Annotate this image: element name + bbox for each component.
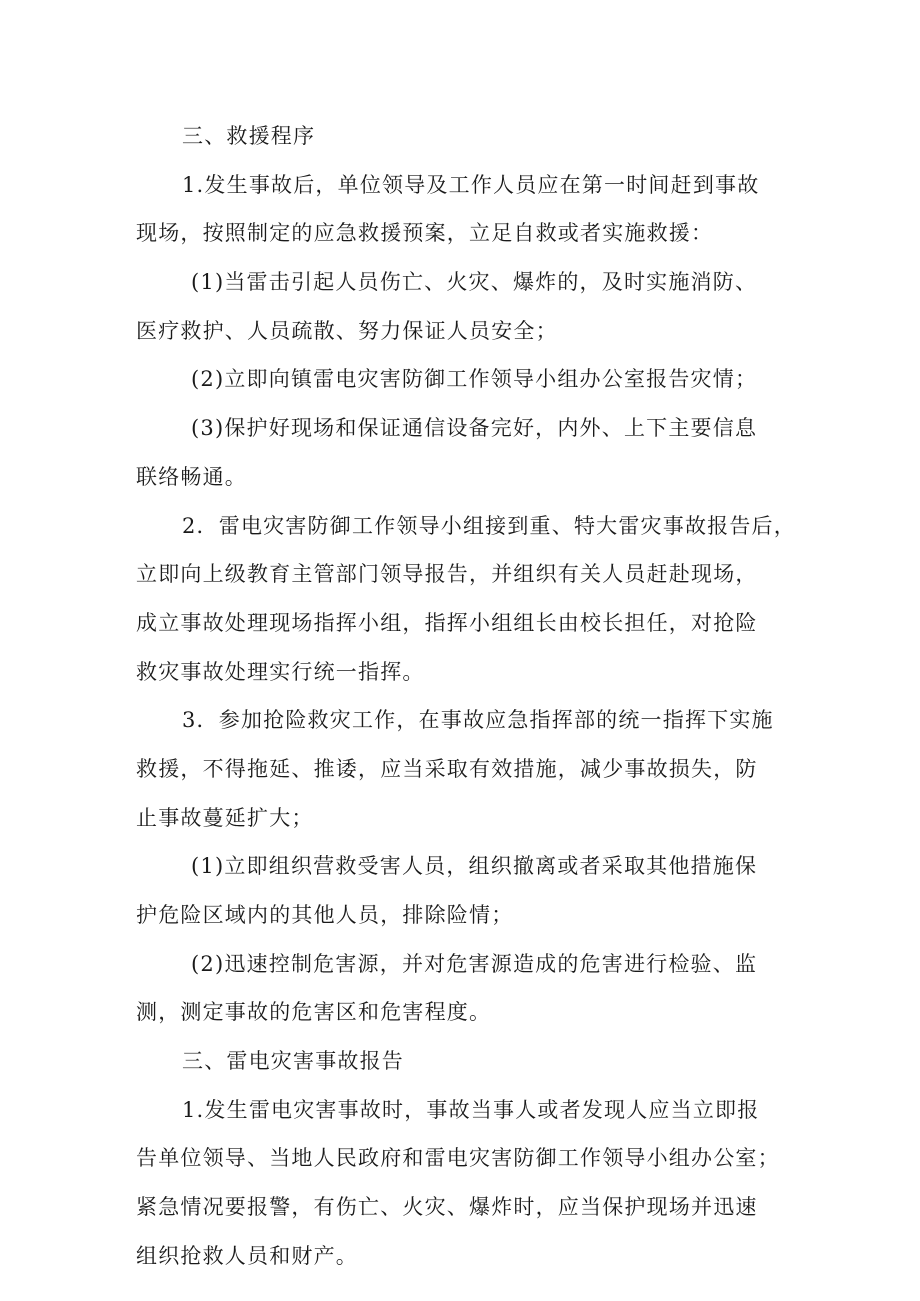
- paragraph-line: 1.发生雷电灾害事故时，事故当事人或者发现人应当立即报: [182, 1097, 760, 1122]
- paragraph-line: 立即向上级教育主管部门领导报告，并组织有关人员赶赴现场，: [136, 562, 758, 587]
- paragraph-line: 救援，不得拖延、推诿，应当采取有效措施，减少事故损失，防: [136, 756, 758, 781]
- paragraph-line: 告单位领导、当地人民政府和雷电灾害防御工作领导小组办公室；: [136, 1146, 780, 1171]
- paragraph-line: 医疗救护、人员疏散、努力保证人员安全；: [136, 318, 558, 343]
- paragraph-line: 救灾事故处理实行统一指挥。: [136, 659, 425, 684]
- paragraph-line: 组织抢救人员和财产。: [136, 1243, 358, 1268]
- document-body: [136, 112, 800, 1281]
- paragraph-line: (2)迅速控制危害源，并对危害源造成的危害进行检验、监: [191, 951, 758, 976]
- paragraph-line: 成立事故处理现场指挥小组，指挥小组组长由校长担任，对抢险: [136, 610, 758, 635]
- paragraph-line: 止事故蔓延扩大；: [136, 805, 314, 830]
- paragraph-line: (3)保护好现场和保证通信设备完好，内外、上下主要信息: [191, 416, 758, 441]
- paragraph-line: 3．参加抢险救灾工作，在事故应急指挥部的统一指挥下实施: [182, 708, 774, 733]
- paragraph-line: 1.发生事故后，单位领导及工作人员应在第一时间赶到事故: [182, 172, 760, 197]
- section-heading-rescue-procedure: 三、救援程序: [182, 124, 316, 148]
- paragraph-line: 2．雷电灾害防御工作领导小组接到重、特大雷灾事故报告后，: [182, 513, 796, 538]
- paragraph-line: (2)立即向镇雷电灾害防御工作领导小组办公室报告灾情；: [191, 367, 758, 392]
- paragraph-line: 现场，按照制定的应急救援预案，立足自救或者实施救援：: [136, 221, 714, 246]
- paragraph-line: (1)当雷击引起人员伤亡、火灾、爆炸的，及时实施消防、: [191, 270, 758, 295]
- paragraph-line: 联络畅通。: [136, 464, 247, 489]
- section-heading-incident-report: 三、雷电灾害事故报告: [182, 1049, 404, 1074]
- paragraph-line: 护危险区域内的其他人员，排除险情；: [136, 903, 514, 927]
- paragraph-line: (1)立即组织营救受害人员，组织撤离或者采取其他措施保: [191, 854, 758, 879]
- paragraph-line: 紧急情况要报警，有伤亡、火灾、爆炸时，应当保护现场并迅速: [136, 1195, 758, 1220]
- paragraph-line: 测，测定事故的危害区和危害程度。: [136, 1000, 492, 1025]
